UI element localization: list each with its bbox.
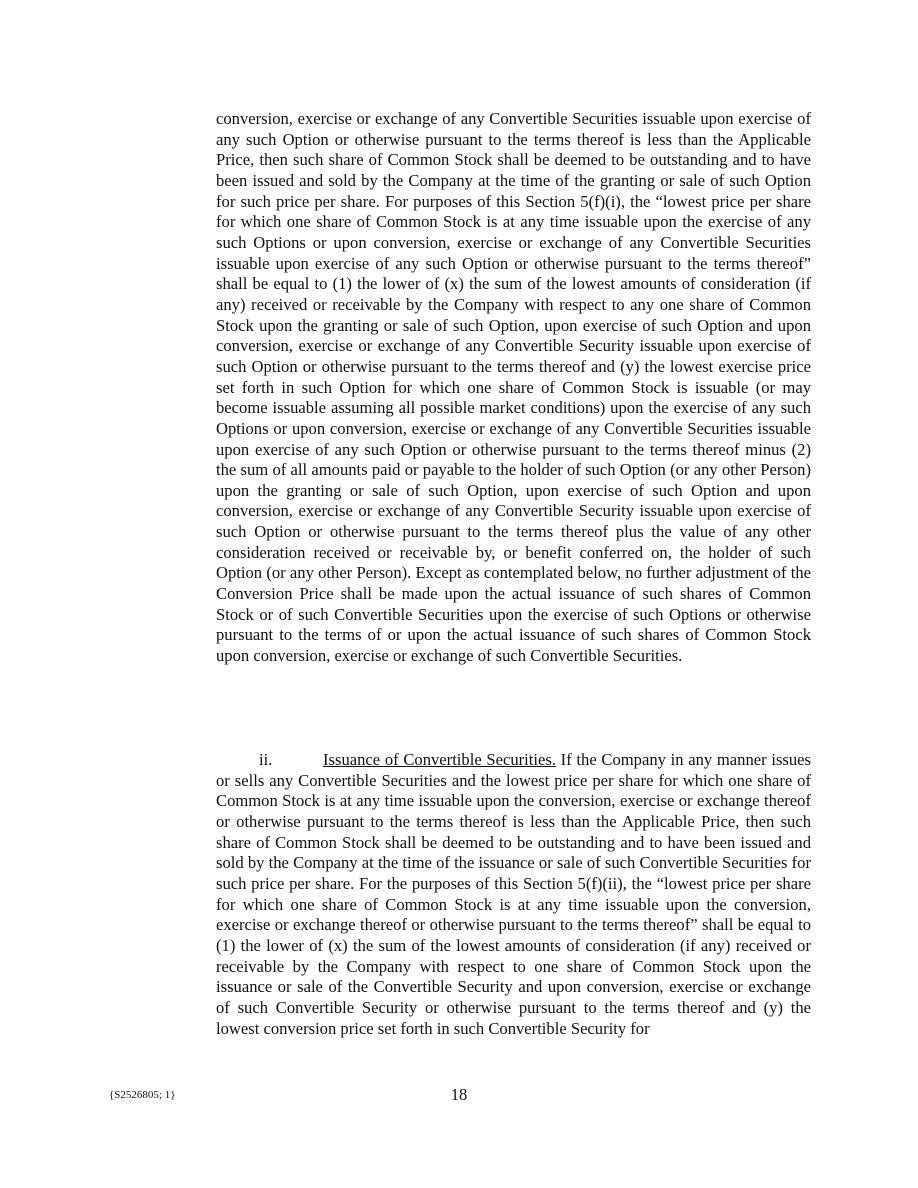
continuation-paragraph: conversion, exercise or exchange of any Convertible Securities issuable upon exercise of any such Option or otherwise pursuant to the terms thereof is less than the Applicable Price, then such share of Common Stock shall be deemed to be outstanding and to have been issued and sold by the Company at the time of the granting or sale of such Option for such price per share. For purposes of this Section 5(f)(i), the “lowest price per share for which one share of Common Stock is at any time issuable upon the exercise of any such Options or upon conversion, exercise or exchange of any Convertible Securities issuable upon exercise of any such Option or otherwise pursuant to the terms thereof” shall be equal to (1) the lower of (x) the sum of the lowest amounts of consideration (if any) received or receivable by the Company with respect to any one share of Common Stock upon the granting or sale of such Option, upon exercise of such Option and upon conversion, exercise or exchange of any Convertible Security issuable upon exercise of such Option or otherwise pursuant to the terms thereof and (y) the lowest exercise price set forth in such Option for which one share of Common Stock is issuable (or may become issuable assuming all possible market conditions) upon the exercise of any such Options or upon conversion, exercise or exchange of any Convertible Securities issuable upon exercise of any such Option or otherwise pursuant to the terms thereof minus (2) the sum of all amounts paid or payable to the holder of such Option (or any other Person) upon the granting or sale of such Option, upon exercise of such Option and upon conversion, exercise or exchange of any Convertible Security issuable upon exercise of such Option or otherwise pursuant to the terms thereof plus the value of any other consideration received or receivable by, or benefit conferred on, the holder of such Option (or any other Person). Except as contemplated below, no further adjustment of the Conversion Price shall be made upon the actual issuance of such shares of Common Stock or of such Convertible Securities upon the exercise of such Options or otherwise pursuant to the terms of or upon the actual issuance of such shares of Common Stock upon conversion, exercise or exchange of such Convertible Securities.	[216, 109, 811, 666]
footer-document-id: {S2526805; 1}	[109, 1089, 176, 1101]
subsection-heading: Issuance of Convertible Securities.	[323, 750, 556, 769]
subsection-number: ii.	[259, 750, 273, 769]
subsection-text: If the Company in any manner issues or sells any Convertible Securities and the lowest price per share for which one share of Common Stock is at any time issuable upon the conversion, exercise or exchange thereof or otherwise pursuant to the terms thereof is less than the Applicable Price, then such share of Common Stock shall be deemed to be outstanding and to have been issued and sold by the Company at the time of the issuance or sale of such Convertible Securities for such price per share. For the purposes of this Section 5(f)(ii), the “lowest price per share for which one share of Common Stock is at any time issuable upon the conversion, exercise or exchange thereof or otherwise pursuant to the terms thereof” shall be equal to (1) the lower of (x) the sum of the lowest amounts of consideration (if any) received or receivable by the Company with respect to one share of Common Stock upon the issuance or sale of the Convertible Security and upon conversion, exercise or exchange of such Convertible Security or otherwise pursuant to the terms thereof and (y) the lowest conversion price set forth in such Convertible Security for	[216, 750, 811, 1038]
subsection-paragraph-ii	[216, 750, 811, 1039]
page-number: 18	[450, 1085, 468, 1104]
